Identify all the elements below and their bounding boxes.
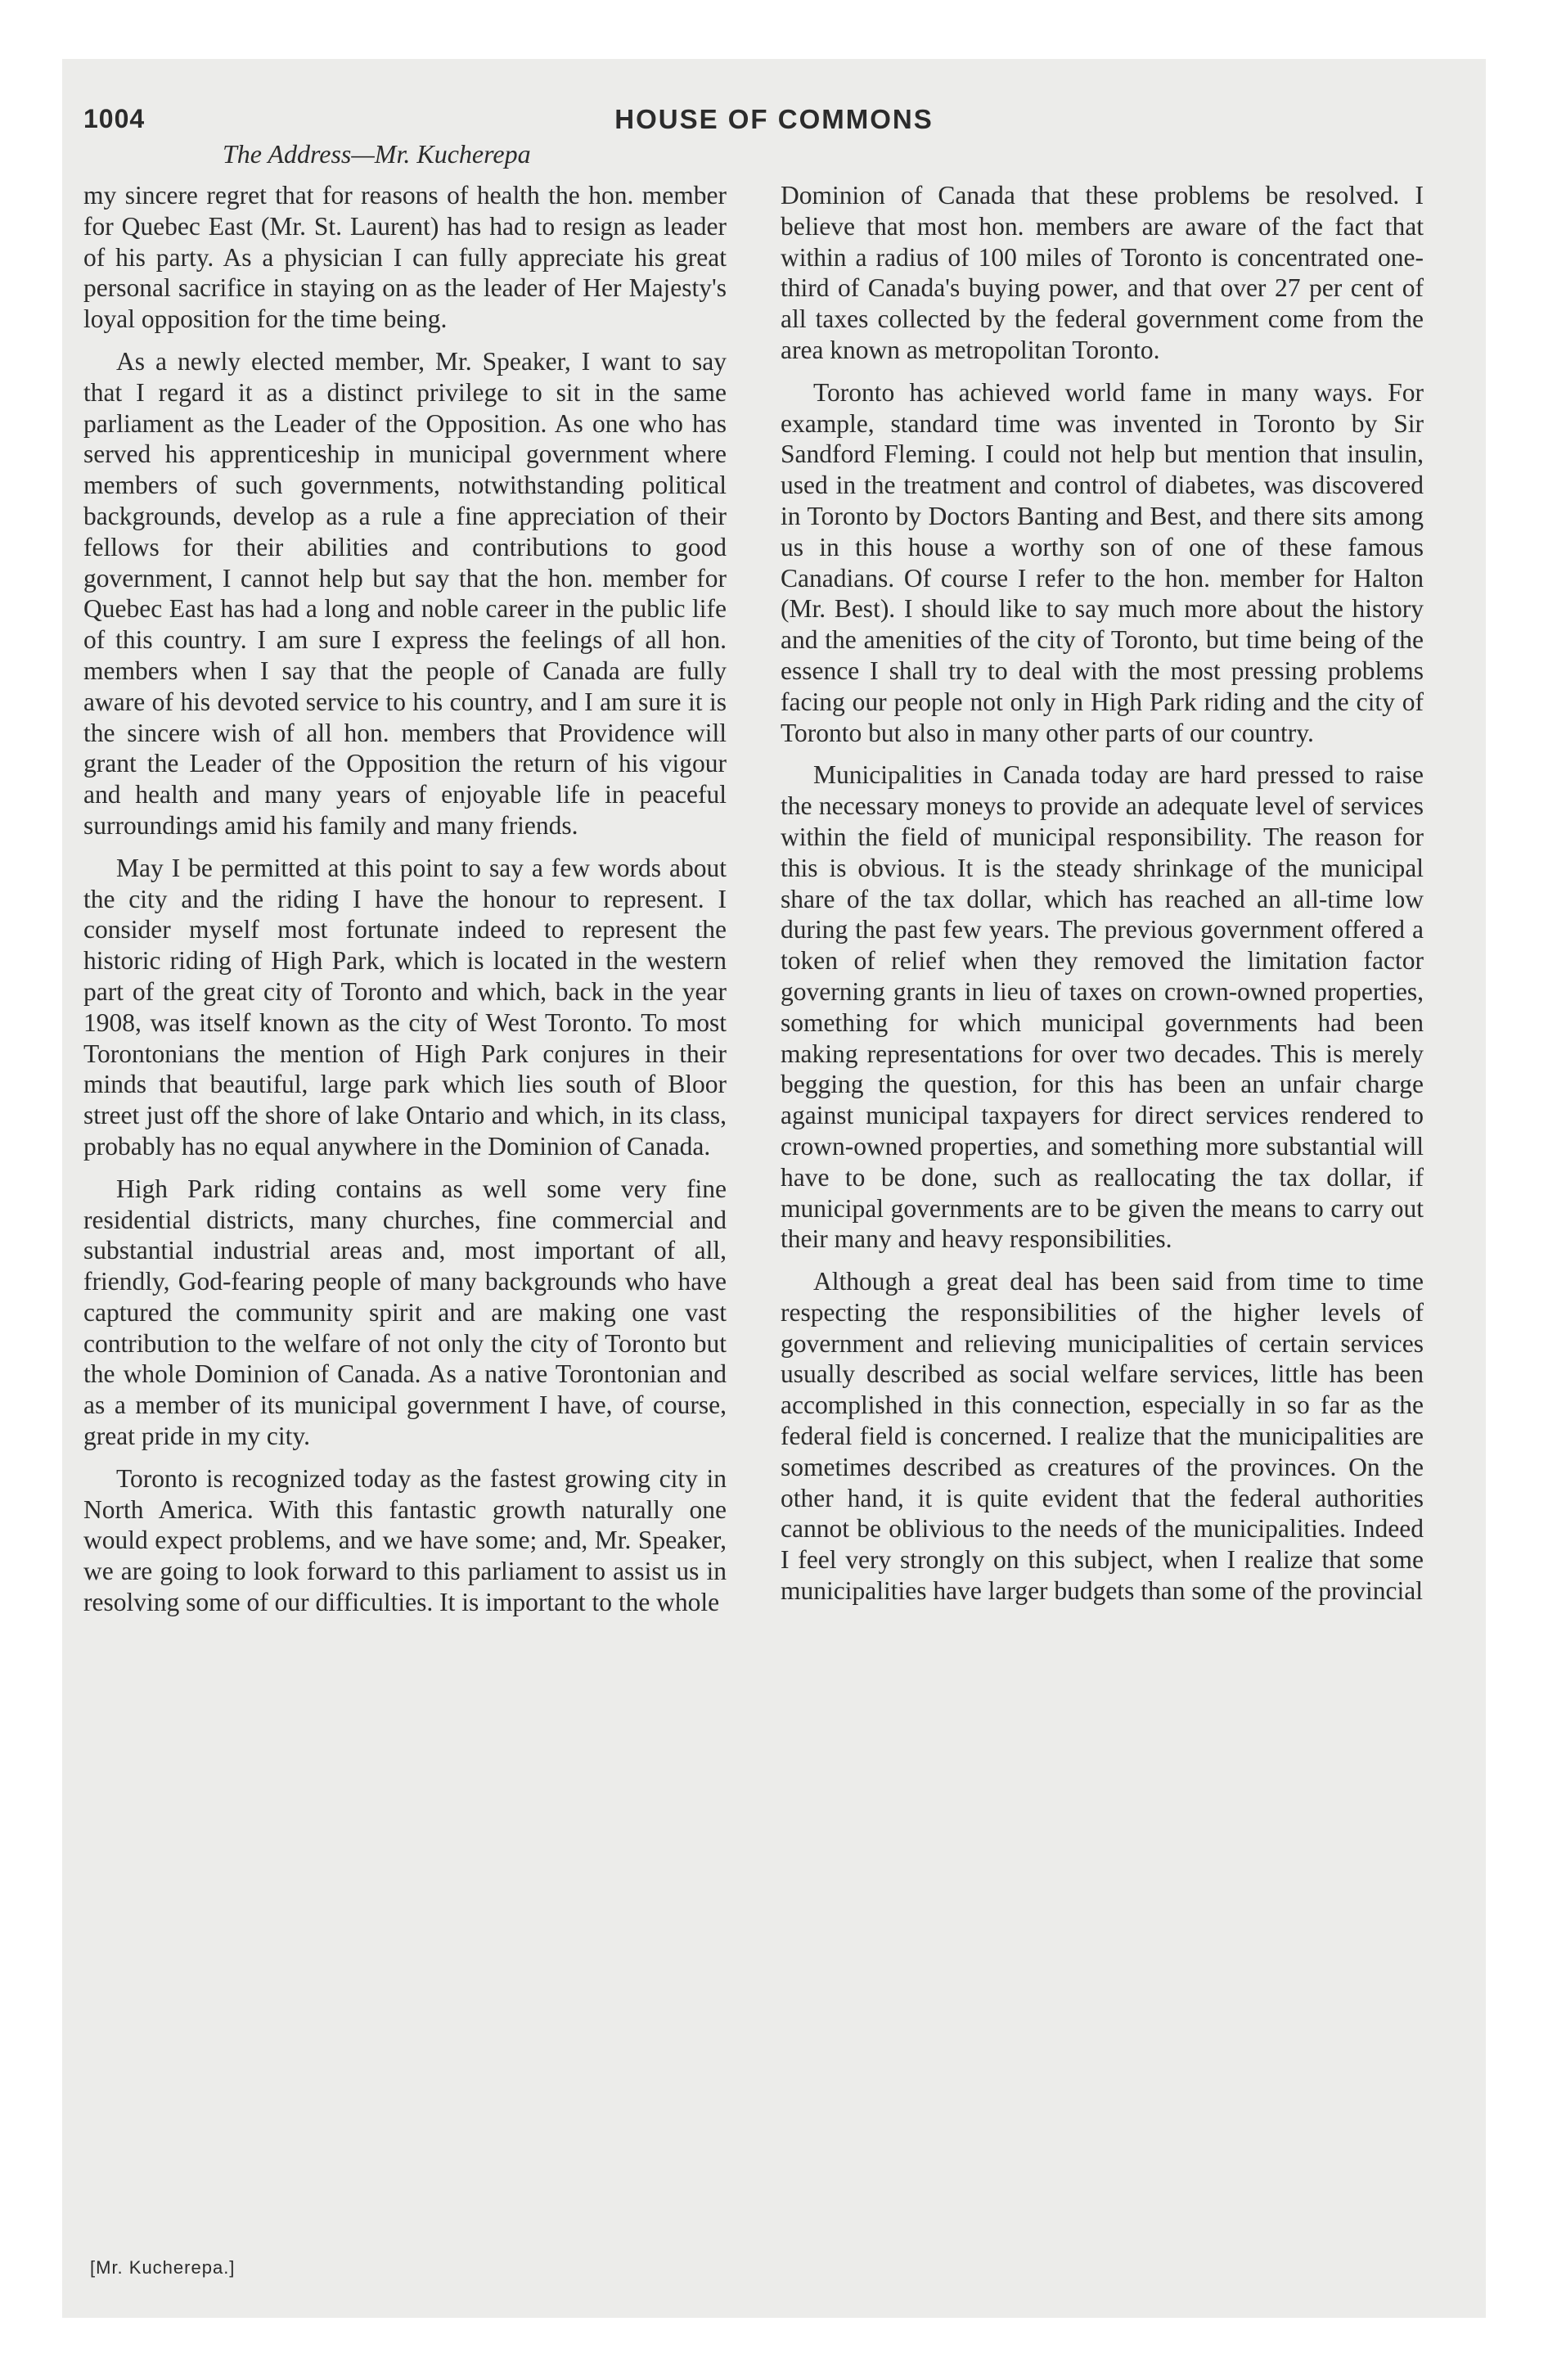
paragraph: Dominion of Canada that these problems be resolved. I believe that most hon. members are aware of the fact that within a radius of 100 miles of Toronto is concentrated one-third of Canada's buying power, and that over 27 per cent of all taxes collected by the federal government come from the area known as metropolitan Toronto. bbox=[781, 181, 1424, 364]
running-title: HOUSE OF COMMONS bbox=[614, 104, 934, 134]
paragraph: Toronto has achieved world fame in many ways. For example, standard time was invented in Toronto by Sir Sandford Fleming. I could not help but mention that insulin, used in the treatment and control of diabetes, was discovered in Toronto by Doctors Banting and Best, and there sits among us in this house a worthy son of one of these famous Canadians. Of course I refer to the hon. member for Halton (Mr. Best). I should like to say much more about the history and the amenities of the city of Toronto, but time being of the essence I shall try to deal with the most pressing problems facing our people not only in High Park riding and the city of Toronto but also in many other parts of our country. bbox=[781, 377, 1424, 747]
page-number: 1004 bbox=[83, 104, 146, 133]
paragraph: my sincere regret that for reasons of health the hon. member for Quebec East (Mr. St. Laurent) has had to resign as leader of his party. As a physician I can fully appreciate his great personal sacrifice in staying on as the leader of Her Majesty's loyal opposition for the time being. bbox=[83, 181, 727, 334]
paragraph: May I be permitted at this point to say a few words about the city and the riding I have the honour to represent. I consider myself most fortunate indeed to represent the historic riding of High Park, which is located in the western part of the great city of Toronto and which, back in the year 1908, was itself known as the city of West Toronto. To most Torontonians the mention of High Park conjures in their minds that beautiful, large park which lies south of Bloor street just off the shore of lake Ontario and which, in its class, probably has no equal anywhere in the Dominion of Canada. bbox=[83, 853, 727, 1161]
right-column bbox=[781, 180, 1424, 1618]
hansard-page bbox=[62, 59, 1486, 2318]
left-column bbox=[83, 180, 727, 1629]
page-header bbox=[62, 104, 1486, 137]
paragraph: As a newly elected member, Mr. Speaker, I want to say that I regard it as a distinct privilege to sit in the same parliament as the Leader of the Opposition. As one who has served his apprenticeship in municipal government where members of such governments, notwithstanding political backgrounds, develop as a rule a fine appreciation of their fellows for their abilities and contributions to good government, I cannot help but say that the hon. member for Quebec East has had a long and noble career in the public life of this country. I am sure I express the feelings of all hon. members when I say that the people of Canada are fully aware of his devoted service to his country, and I am sure it is the sincere wish of all hon. members that Providence will grant the Leader of the Opposition the return of his vigour and health and many years of enjoyable life in peaceful surroundings amid his family and many friends. bbox=[83, 346, 727, 840]
speaker-footer: [Mr. Kucherepa.] bbox=[90, 2257, 236, 2278]
paragraph: High Park riding contains as well some very fine residential districts, many churches, fine commercial and substantial industrial areas and, most important of all, friendly, God-fearing people of many backgrounds who have captured the community spirit and are making one vast contribution to the welfare of not only the city of Toronto but the whole Dominion of Canada. As a native Torontonian and as a member of its municipal government I have, of course, great pride in my city. bbox=[83, 1174, 727, 1451]
paragraph: Toronto is recognized today as the fastest growing city in North America. With this fantastic growth naturally one would expect problems, and we have some; and, Mr. Speaker, we are going to look forward to this parliament to assist us in resolving some of our difficulties. It is important to the whole bbox=[83, 1463, 727, 1617]
paragraph: Municipalities in Canada today are hard pressed to raise the necessary moneys to provide an adequate level of services within the field of municipal responsibility. The reason for this is obvious. It is the steady shrinkage of the municipal share of the tax dollar, which has reached an all-time low during the past few years. The previous government offered a token of relief when they removed the limitation factor governing grants in lieu of taxes on crown-owned properties, something for which municipal governments had been making representations for over two decades. This is merely begging the question, for this has been an unfair charge against municipal taxpayers for direct services rendered to crown-owned properties, and something more substantial will have to be done, such as reallocating the tax dollar, if municipal governments are to be given the means to carry out their many and heavy responsibilities. bbox=[781, 760, 1424, 1254]
paragraph: Although a great deal has been said from time to time respecting the responsibilities of the higher levels of government and relieving municipalities of certain services usually described as social welfare services, little has been accomplished in this connection, especially in so far as the federal field is concerned. I realize that the municipalities are sometimes described as creatures of the provinces. On the other hand, it is quite evident that the federal authorities cannot be oblivious to the needs of the municipalities. Indeed I feel very strongly on this subject, when I realize that some municipalities have larger budgets than some of the provincial bbox=[781, 1267, 1424, 1606]
section-subtitle: The Address—Mr. Kucherepa bbox=[223, 139, 531, 169]
